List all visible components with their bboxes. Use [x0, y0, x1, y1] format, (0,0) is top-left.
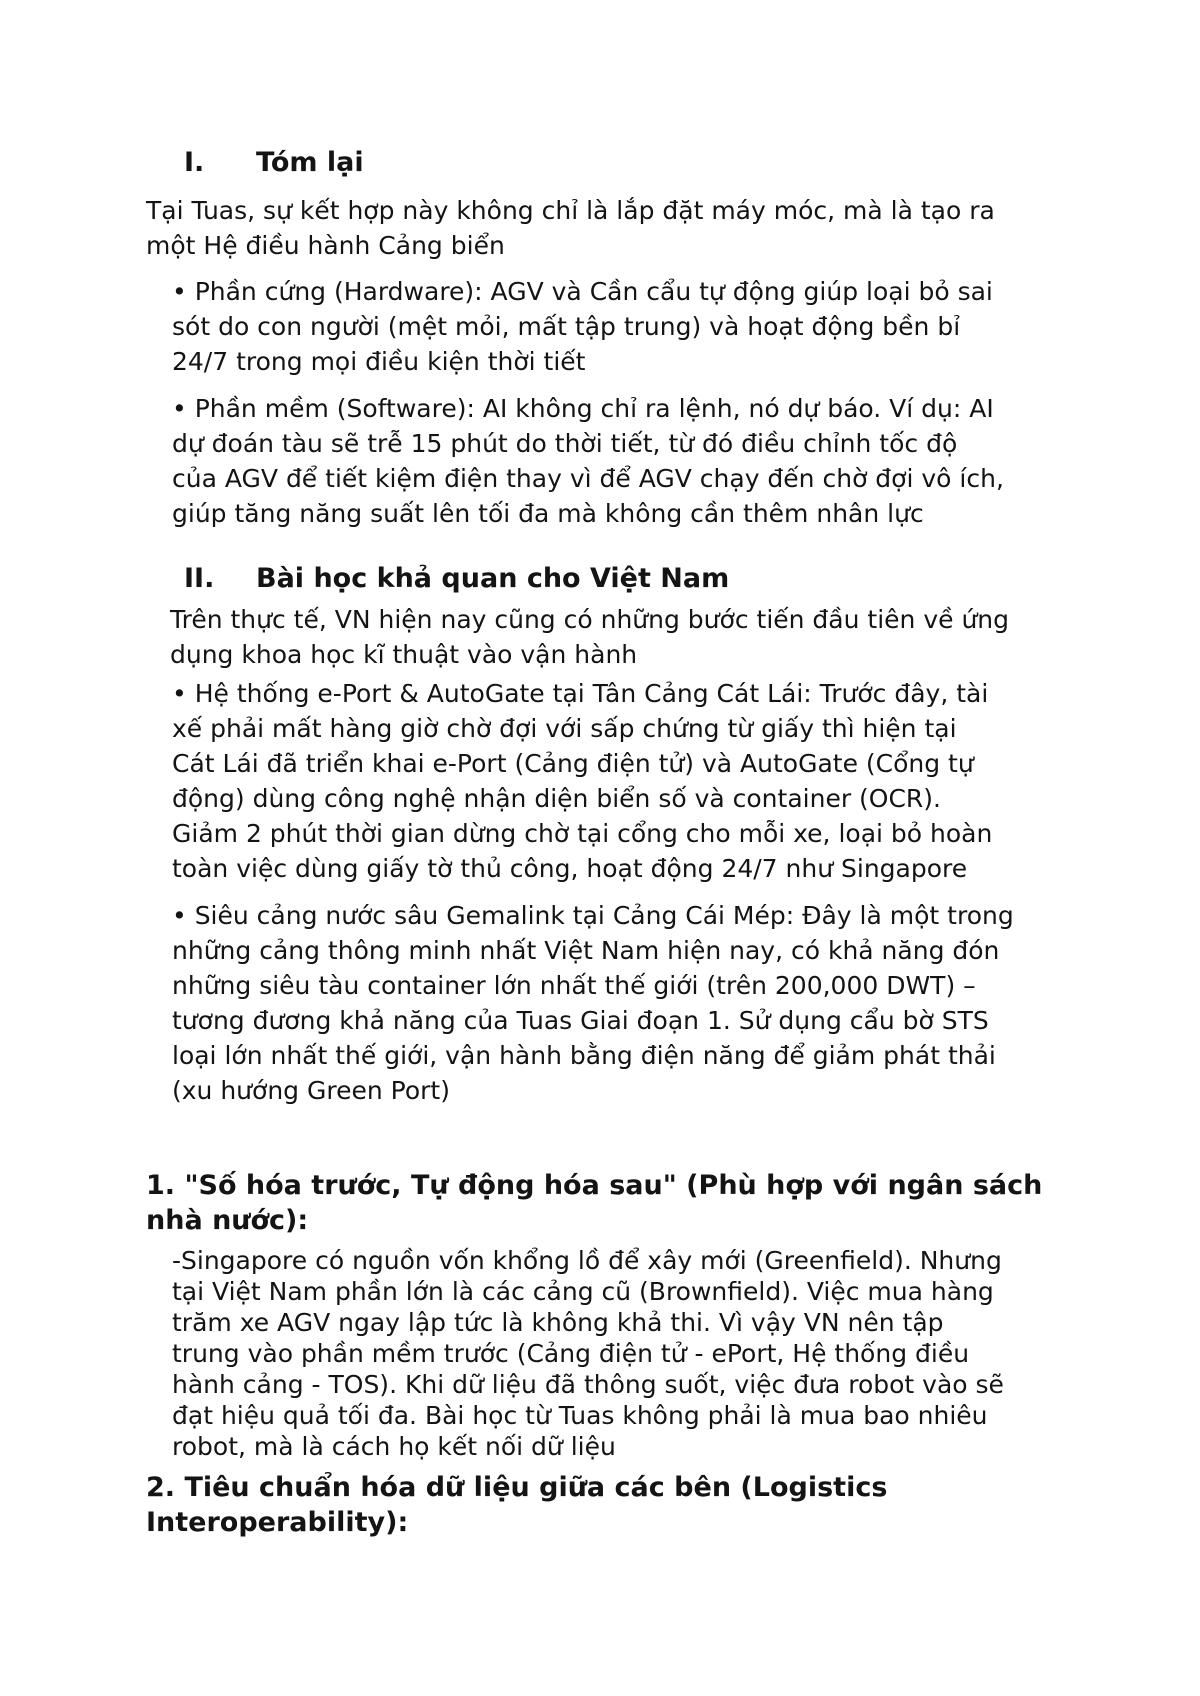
- bullet-text: • Siêu cảng nước sâu Gemalink tại Cảng Cái Mép: Đây là một trong những cảng thông minh nhất Việt Nam hiện nay, có khả năng đón những siêu tàu container lớn nhất thế giới (trên 200,000 DWT) – tương đương khả năng của Tuas Giai đoạn 1. Sử dụng cẩu bờ STS loại lớn nhất thế giới, vận hành bằng điện năng để giảm phát thải (xu hướng Green Port): [172, 901, 1014, 1105]
- section-2-number: II.: [184, 563, 215, 594]
- bullet-text: • Phần mềm (Software): AI không chỉ ra lệnh, nó dự báo. Ví dụ: AI dự đoán tàu sẽ trễ 15 phút do thời tiết, từ đó điều chỉnh tốc độ của AGV để tiết kiệm điện thay vì để AGV chạy đến chờ đợi vô ích, giúp tăng năng suất lên tối đa mà không cần thêm nhân lực: [172, 394, 1004, 528]
- section-2-heading: [184, 562, 729, 596]
- bullet-text: • Hệ thống e-Port & AutoGate tại Tân Cảng Cát Lái: Trước đây, tài xế phải mất hàng giờ chờ đợi với sấp chứng từ giấy thì hiện tại Cát Lái đã triển khai e-Port (Cảng điện tử) và AutoGate (Cổng tự động) dùng công nghệ nhận diện biển số và container (OCR). Giảm 2 phút thời gian dừng chờ tại cổng cho mỗi xe, loại bỏ hoàn toàn việc dùng giấy tờ thủ công, hoạt động 24/7 như Singapore: [172, 679, 993, 883]
- section-2-intro: Trên thực tế, VN hiện nay cũng có những bước tiến đầu tiên về ứng dụng khoa học kĩ thuật vào vận hành: [170, 605, 1010, 669]
- lesson-2-heading: 2. Tiêu chuẩn hóa dữ liệu giữa các bên (Logistics Interoperability):: [146, 1472, 888, 1538]
- section-1-heading: [184, 146, 364, 180]
- bullet-text: • Phần cứng (Hardware): AGV và Cần cẩu tự động giúp loại bỏ sai sót do con người (mệt mỏi, mất tập trung) và hoạt động bền bỉ 24/7 trong mọi điều kiện thời tiết: [172, 277, 993, 376]
- section-1-number: I.: [184, 147, 205, 178]
- lesson-1-body: -Singapore có nguồn vốn khổng lồ để xây mới (Greenfield). Nhưng tại Việt Nam phần lớn là các cảng cũ (Brownfield). Việc mua hàng trăm xe AGV ngay lập tức là không khả thi. Vì vậy VN nên tập trung vào phần mềm trước (Cảng điện tử - ePort, Hệ thống điều hành cảng - TOS). Khi dữ liệu đã thông suốt, việc đưa robot vào sẽ đạt hiệu quả tối đa. Bài học từ Tuas không phải là mua bao nhiêu robot, mà là cách họ kết nối dữ liệu: [172, 1246, 1004, 1461]
- lesson-1-heading: 1. "Số hóa trước, Tự động hóa sau" (Phù hợp với ngân sách nhà nước):: [146, 1170, 1043, 1236]
- section-1-intro: Tại Tuas, sự kết hợp này không chỉ là lắp đặt máy móc, mà là tạo ra một Hệ điều hành Cảng biển: [146, 196, 995, 260]
- section-1-title: Tóm lại: [256, 147, 364, 178]
- section-2-title: Bài học khả quan cho Việt Nam: [256, 563, 730, 594]
